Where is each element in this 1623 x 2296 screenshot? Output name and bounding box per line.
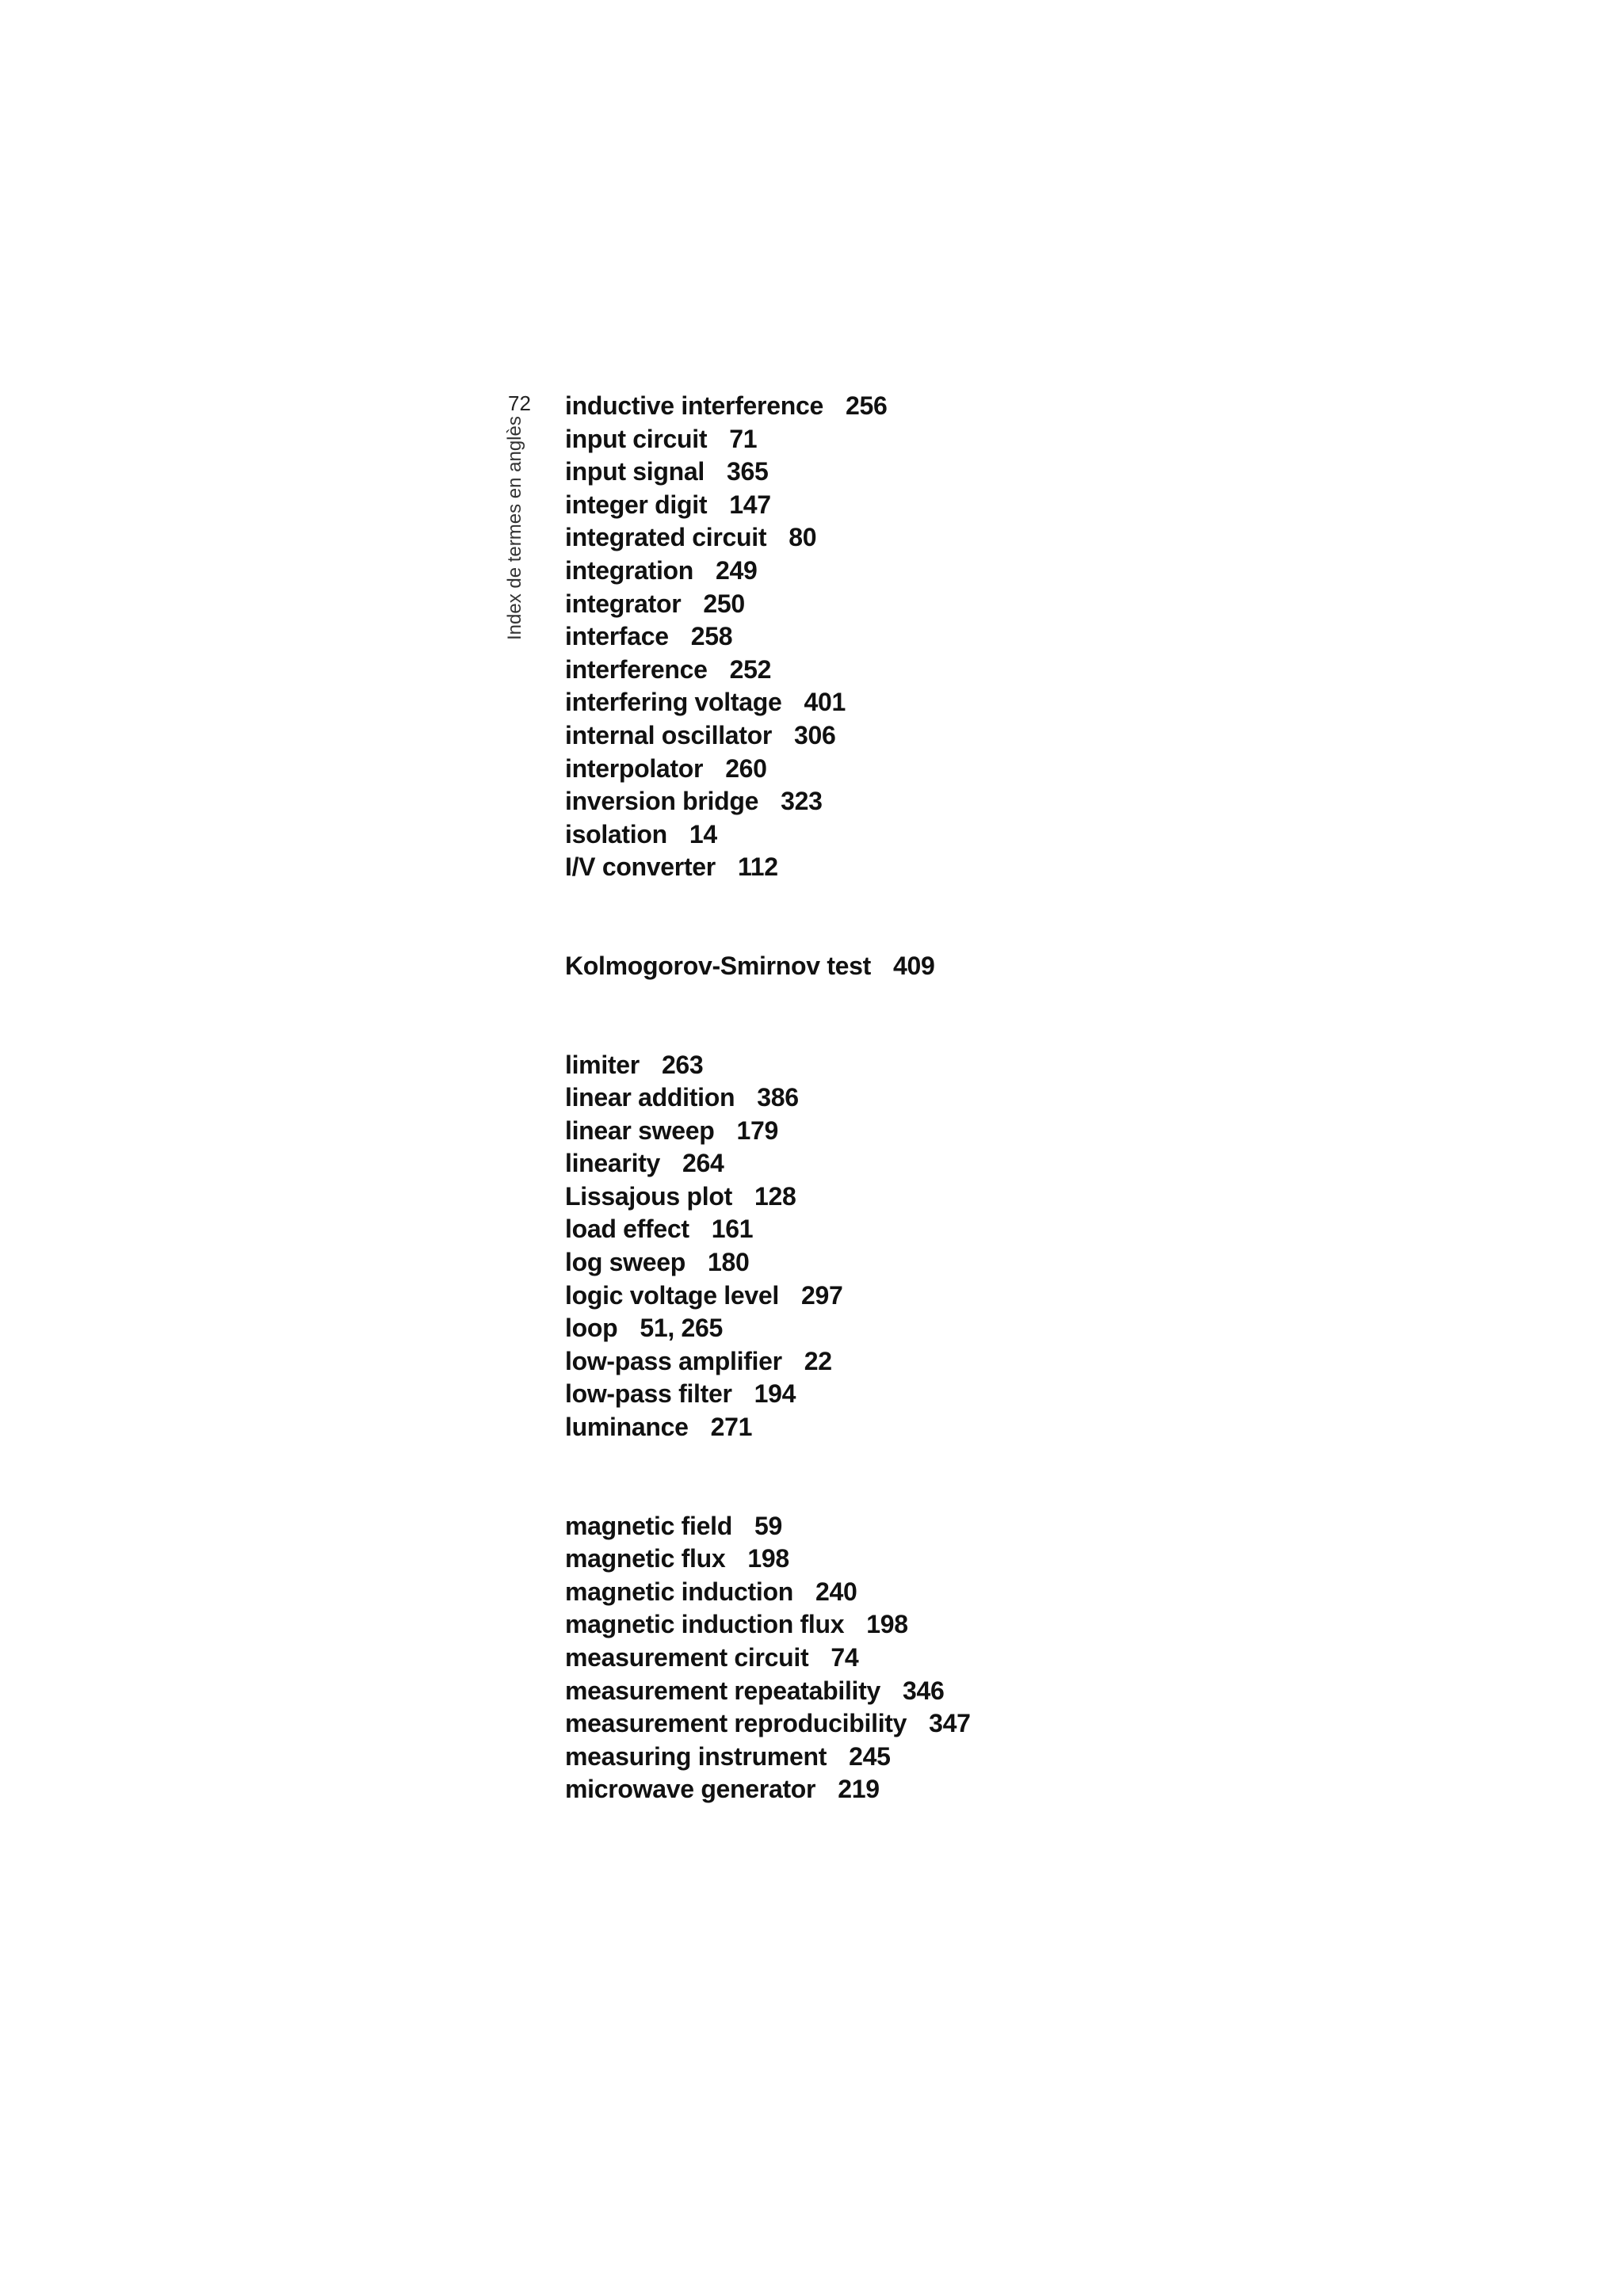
index-page-reference: 263 <box>661 1050 704 1079</box>
index-page-reference: 245 <box>849 1741 891 1771</box>
index-page-reference: 74 <box>831 1643 859 1672</box>
index-group <box>565 950 1120 983</box>
index-term: integration <box>565 555 694 585</box>
page-number: 72 <box>508 391 531 415</box>
index-entry <box>565 1180 1120 1214</box>
index-entry <box>565 686 1120 719</box>
index-term: magnetic field <box>565 1511 732 1540</box>
index-page-reference: 80 <box>789 523 817 552</box>
index-entry <box>565 1576 1120 1609</box>
index-term: interpolator <box>565 753 704 783</box>
index-entry <box>565 785 1120 818</box>
index-term: measurement repeatability <box>565 1676 881 1705</box>
index-entry <box>565 753 1120 786</box>
index-page-reference: 271 <box>710 1413 753 1442</box>
index-entry <box>565 1312 1120 1345</box>
index-term: interface <box>565 622 669 651</box>
index-entry <box>565 456 1120 489</box>
index-entry <box>565 555 1120 588</box>
index-page-reference: 346 <box>903 1676 945 1705</box>
index-entry <box>565 1675 1120 1708</box>
index-term: Lissajous plot <box>565 1181 732 1211</box>
index-page-reference: 252 <box>729 654 772 684</box>
index-term: integrator <box>565 589 682 618</box>
index-page-reference: 323 <box>781 787 823 816</box>
index-page-reference: 264 <box>682 1149 724 1178</box>
index-term: microwave generator <box>565 1775 816 1804</box>
index-entry <box>565 818 1120 852</box>
index-entry <box>565 1280 1120 1313</box>
index-term: inversion bridge <box>565 787 759 816</box>
index-entry <box>565 851 1120 884</box>
index-page-reference: 240 <box>815 1577 857 1606</box>
index-term: isolation <box>565 819 667 849</box>
index-entry <box>565 390 1120 423</box>
index-page-reference: 51, 265 <box>640 1314 724 1343</box>
index-term: magnetic induction flux <box>565 1610 845 1639</box>
index-page-reference: 198 <box>747 1544 789 1573</box>
index-term: input signal <box>565 457 705 486</box>
index-term: load effect <box>565 1215 689 1244</box>
index-term: magnetic flux <box>565 1544 726 1573</box>
index-entry <box>565 1081 1120 1115</box>
index-term: low-pass amplifier <box>565 1346 782 1375</box>
index-page-reference: 256 <box>845 391 888 420</box>
index-term: linear addition <box>565 1083 735 1112</box>
index-page-reference: 409 <box>893 951 935 980</box>
index-term: measuring instrument <box>565 1741 827 1771</box>
index-entry <box>565 620 1120 654</box>
index-page-reference: 161 <box>711 1215 754 1244</box>
index-entry <box>565 1213 1120 1246</box>
index-term: luminance <box>565 1413 689 1442</box>
index-group <box>565 390 1120 884</box>
index-term: linear sweep <box>565 1116 715 1145</box>
index-entry <box>565 1049 1120 1082</box>
index-page-reference: 347 <box>929 1709 971 1738</box>
index-entry <box>565 1707 1120 1741</box>
index-page-reference: 219 <box>838 1775 880 1804</box>
index-term: magnetic induction <box>565 1577 793 1606</box>
index-page-reference: 297 <box>800 1280 843 1310</box>
index-entry <box>565 1246 1120 1280</box>
index-term: loop <box>565 1314 618 1343</box>
index-term: inductive interference <box>565 391 823 420</box>
index-term: Kolmogorov-Smirnov test <box>565 951 872 980</box>
running-section-title: Index de termes en anglès <box>504 416 525 640</box>
index-term: internal oscillator <box>565 720 773 749</box>
index-entry <box>565 1378 1120 1411</box>
index-page-reference: 198 <box>866 1610 908 1639</box>
index-page-reference: 258 <box>690 622 733 651</box>
index-entry <box>565 1510 1120 1543</box>
index-term: low-pass filter <box>565 1379 732 1409</box>
index-page-reference: 14 <box>689 819 717 849</box>
index-term: input circuit <box>565 424 708 453</box>
index-list <box>565 390 1120 1806</box>
index-term: interference <box>565 654 708 684</box>
index-entry <box>565 950 1120 983</box>
index-page-reference: 128 <box>754 1181 796 1211</box>
index-term: integer digit <box>565 490 708 519</box>
index-term: measurement circuit <box>565 1643 809 1672</box>
index-page-reference: 112 <box>737 852 778 882</box>
index-page-reference: 180 <box>708 1248 750 1277</box>
index-entry <box>565 1642 1120 1675</box>
index-entry <box>565 654 1120 687</box>
index-page-reference: 365 <box>726 457 769 486</box>
index-term: limiter <box>565 1050 640 1079</box>
index-page-reference: 59 <box>754 1511 782 1540</box>
index-page-reference: 250 <box>703 589 745 618</box>
index-page-reference: 386 <box>757 1083 799 1112</box>
index-entry <box>565 1411 1120 1444</box>
index-entry <box>565 1773 1120 1806</box>
index-entry <box>565 1115 1120 1148</box>
index-entry <box>565 1543 1120 1576</box>
index-term: I/V converter <box>565 852 716 882</box>
index-entry <box>565 423 1120 456</box>
index-page-reference: 260 <box>725 753 767 783</box>
index-entry <box>565 1345 1120 1379</box>
index-entry <box>565 1147 1120 1180</box>
index-page-reference: 194 <box>754 1379 796 1409</box>
index-page-reference: 306 <box>794 720 836 749</box>
index-term: integrated circuit <box>565 523 767 552</box>
index-entry <box>565 588 1120 621</box>
index-entry <box>565 1741 1120 1774</box>
index-page-reference: 401 <box>804 688 846 717</box>
index-term: linearity <box>565 1149 661 1178</box>
index-term: interfering voltage <box>565 688 782 717</box>
index-group <box>565 1510 1120 1806</box>
index-page-reference: 22 <box>804 1346 832 1375</box>
index-term: measurement reproducibility <box>565 1709 907 1738</box>
index-term: logic voltage level <box>565 1280 779 1310</box>
index-entry <box>565 719 1120 753</box>
index-page-reference: 71 <box>729 424 758 453</box>
index-entry <box>565 1608 1120 1642</box>
index-page-reference: 249 <box>716 555 758 585</box>
index-page-reference: 179 <box>736 1116 778 1145</box>
index-group <box>565 1049 1120 1444</box>
index-entry <box>565 489 1120 522</box>
index-entry <box>565 521 1120 555</box>
index-term: log sweep <box>565 1248 686 1277</box>
index-page-reference: 147 <box>729 490 771 519</box>
